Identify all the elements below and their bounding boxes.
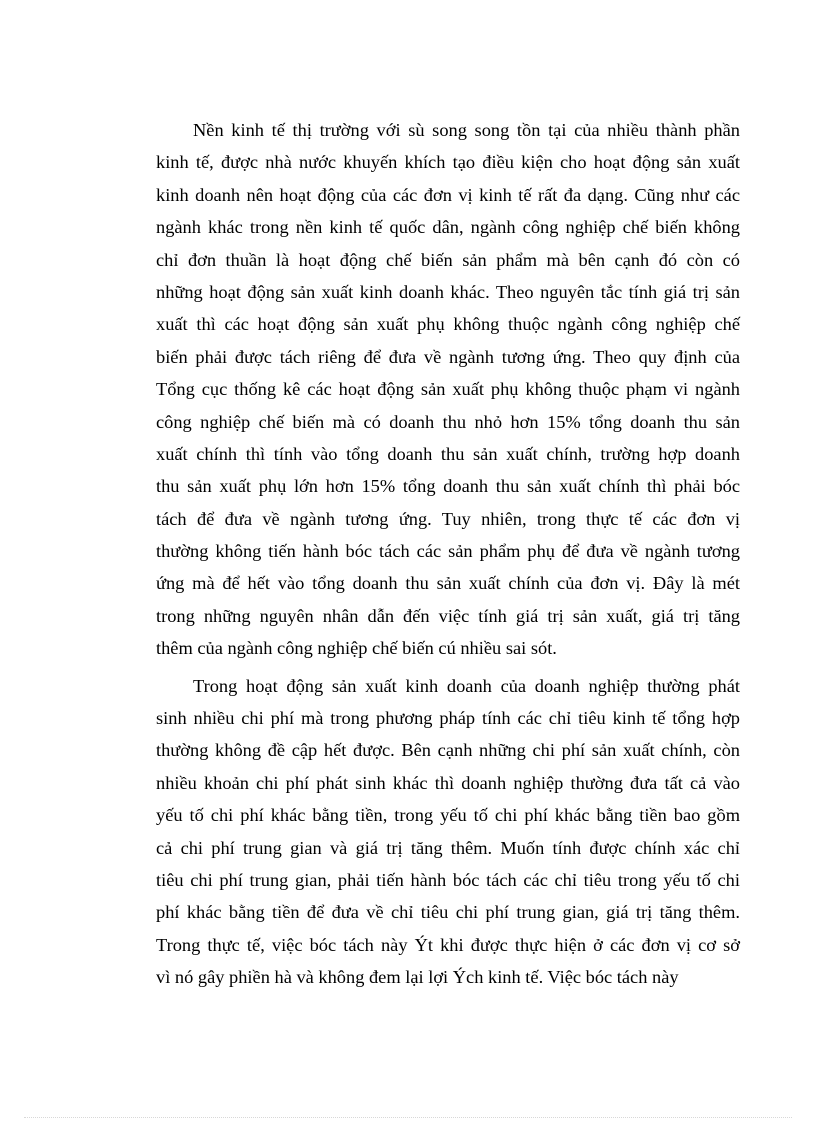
text-line: ứng mà để hết vào tổng doanh thu sản xuất chính của đơn vị. Đây là mét — [156, 573, 740, 594]
text-line: vì nó gây phiền hà và không đem lại lợi Ých kinh tế. Việc bóc tách này — [156, 967, 679, 988]
text-line: sinh nhiều chi phí mà trong phương pháp tính các chỉ tiêu kinh tế tổng hợp — [156, 708, 740, 729]
text-line: thêm của ngành công nghiệp chế biến cú nhiều sai sót. — [156, 638, 557, 659]
text-line: công nghiệp chế biến mà có doanh thu nhỏ hơn 15% tổng doanh thu sản — [156, 411, 740, 432]
text-line: biến phải được tách riêng để đưa về ngành tương ứng. Theo quy định của — [156, 346, 740, 367]
page-bottom-divider — [24, 1117, 792, 1118]
text-line: Tổng cục thống kê các hoạt động sản xuất phụ không thuộc phạm vi ngành — [156, 379, 740, 400]
text-line: cả chi phí trung gian và giá trị tăng thêm. Muốn tính được chính xác chỉ — [156, 837, 740, 858]
paragraph-1 — [156, 114, 740, 665]
text-line: chỉ đơn thuần là hoạt động chế biến sản phẩm mà bên cạnh đó còn có — [156, 249, 740, 270]
text-line: xuất chính thì tính vào tổng doanh thu sản xuất chính, trường hợp doanh — [156, 443, 740, 464]
text-line: tách để đưa về ngành tương ứng. Tuy nhiên, trong thực tế các đơn vị — [156, 508, 740, 529]
text-line: Trong hoạt động sản xuất kinh doanh của doanh nghiệp thường phát — [193, 675, 740, 696]
text-line: kinh doanh nên hoạt động của các đơn vị kinh tế rất đa dạng. Cũng như các — [156, 184, 740, 205]
text-line: trong những nguyên nhân dẫn đến việc tính giá trị sản xuất, giá trị tăng — [156, 605, 740, 626]
text-line: phí khác bằng tiền để đưa về chỉ tiêu chi phí trung gian, giá trị tăng thêm. — [156, 902, 740, 923]
text-line: nhiều khoản chi phí phát sinh khác thì doanh nghiệp thường đưa tất cả vào — [156, 772, 740, 793]
text-line: yếu tố chi phí khác bằng tiền, trong yếu tố chi phí khác bằng tiền bao gồm — [156, 805, 740, 826]
text-line: kinh tế, được nhà nước khuyến khích tạo điều kiện cho hoạt động sản xuất — [156, 152, 740, 173]
text-line: thường không tiến hành bóc tách các sản phẩm phụ để đưa về ngành tương — [156, 541, 740, 562]
text-line: thường không đề cập hết được. Bên cạnh những chi phí sản xuất chính, còn — [156, 740, 740, 761]
text-line: ngành khác trong nền kinh tế quốc dân, ngành công nghiệp chế biến không — [156, 217, 740, 238]
text-line: Trong thực tế, việc bóc tách này Ýt khi được thực hiện ở các đơn vị cơ sở — [156, 934, 740, 955]
text-line: xuất thì các hoạt động sản xuất phụ không thuộc ngành công nghiệp chế — [156, 314, 740, 335]
text-line: Nền kinh tế thị trường với sù song song tồn tại của nhiều thành phần — [193, 120, 740, 140]
body-text — [156, 114, 740, 994]
paragraph-2 — [156, 670, 740, 994]
text-line: thu sản xuất phụ lớn hơn 15% tổng doanh thu sản xuất chính thì phải bóc — [156, 476, 740, 497]
text-line: tiêu chi phí trung gian, phải tiến hành bóc tách các chỉ tiêu trong yếu tố chi — [156, 869, 740, 890]
text-line: những hoạt động sản xuất kinh doanh khác. Theo nguyên tắc tính giá trị sản — [156, 281, 740, 302]
